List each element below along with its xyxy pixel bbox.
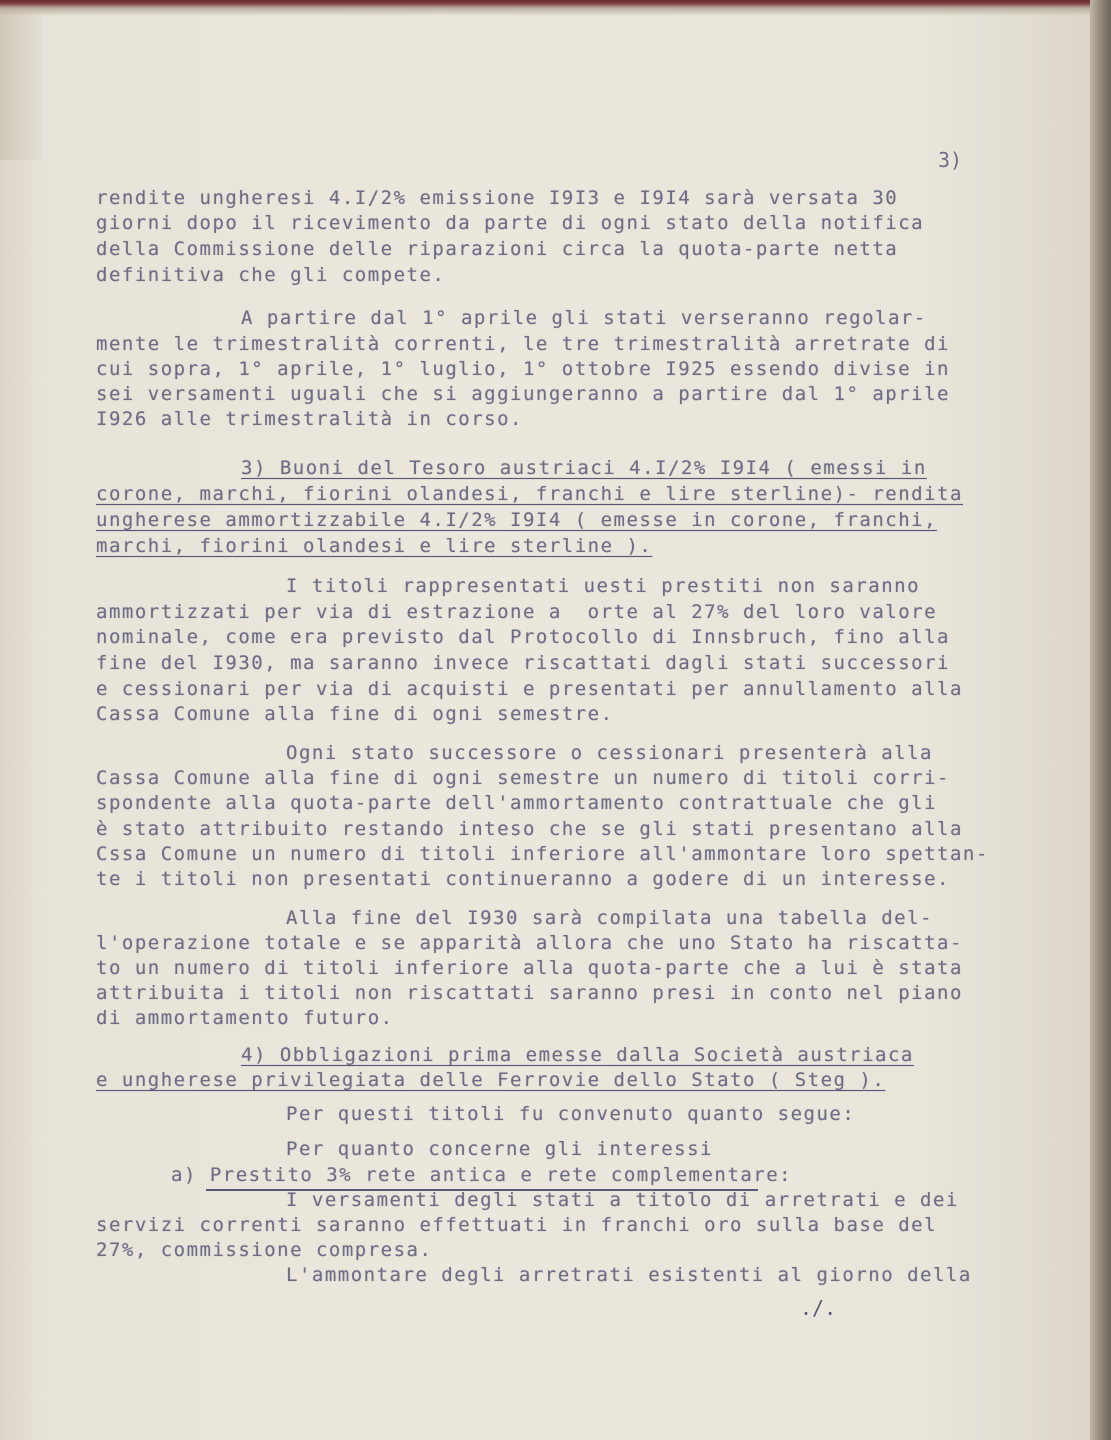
continuation-mark: ./.: [800, 1296, 837, 1320]
section-heading: 3) Buoni del Tesoro austriaci 4.I/2% I9I4 ( emessi in: [241, 457, 927, 479]
text-line: spondente alla quota-parte dell'ammortamento contrattuale che gli: [96, 792, 938, 814]
text-line: L'ammontare degli arretrati esistenti al giorno della: [286, 1264, 972, 1286]
page-top-edge: [0, 0, 1111, 16]
text-line: fine del I930, ma saranno invece riscattati dagli stati successori: [96, 652, 950, 674]
page-number: 3): [938, 148, 963, 172]
text-line: I926 alle trimestralità in corso.: [96, 408, 523, 430]
text-line: rendite ungheresi 4.I/2% emissione I9I3 e I9I4 sarà versata 30: [96, 187, 899, 209]
text-line: Per questi titoli fu convenuto quanto segue:: [286, 1103, 856, 1125]
text-line: Cassa Comune alla fine di ogni semestre.: [96, 703, 614, 725]
text-line: sei versamenti uguali che si aggiungeranno a partire dal 1° aprile: [96, 383, 950, 405]
text-line: e cessionari per via di acquisti e presentati per annullamento alla: [96, 678, 963, 700]
text-line: Cassa Comune alla fine di ogni semestre un numero di titoli corri-: [96, 767, 950, 789]
subsection-heading: a) Prestito 3% rete antica e rete complementare:: [171, 1164, 793, 1186]
text-line: 27%, commissione compresa.: [96, 1239, 433, 1261]
text-line: mente le trimestralità correnti, le tre trimestralità arretrate di: [96, 333, 950, 355]
text-line: A partire dal 1° aprile gli stati verseranno regolar-: [241, 307, 927, 329]
text-line: nominale, come era previsto dal Protocollo di Innsbruch, fino alla: [96, 626, 950, 648]
section-heading: marchi, fiorini olandesi e lire sterline ).: [96, 535, 653, 557]
binding-strip: [0, 0, 42, 160]
text-line: attribuita i titoli non riscattati saranno presi in conto nel piano: [96, 982, 963, 1004]
text-line: Alla fine del I930 sarà compilata una tabella del-: [286, 907, 933, 929]
text-line: l'operazione totale e se apparità allora che uno Stato ha riscatta-: [96, 932, 963, 954]
text-line: Ogni stato successore o cessionari presenterà alla: [286, 742, 933, 764]
page-right-edge: [1090, 0, 1111, 1440]
text-line: della Commissione delle riparazioni circa la quota-parte netta: [96, 238, 899, 260]
text-line: Cssa Comune un numero di titoli inferiore all'ammontare loro spettan-: [96, 843, 989, 865]
section-heading: e ungherese privilegiata delle Ferrovie dello Stato ( Steg ).: [96, 1069, 886, 1091]
text-line: cui sopra, 1° aprile, 1° luglio, 1° ottobre I925 essendo divise in: [96, 358, 950, 380]
section-heading: 4) Obbligazioni prima emesse dalla Società austriaca: [241, 1044, 914, 1066]
text-line: è stato attribuito restando inteso che se gli stati presentano alla: [96, 818, 963, 840]
text-line: di ammortamento futuro.: [96, 1007, 394, 1029]
text-line: I titoli rappresentati uesti prestiti non saranno: [286, 575, 921, 597]
text-line: giorni dopo il ricevimento da parte di ogni stato della notifica: [96, 212, 925, 234]
text-line: ammortizzati per via di estrazione a orte al 27% del loro valore: [96, 601, 938, 623]
text-line: to un numero di titoli inferiore alla quota-parte che a lui è stata: [96, 957, 963, 979]
section-heading: corone, marchi, fiorini olandesi, franchi e lire sterline)- rendita: [96, 483, 963, 505]
text-line: I versamenti degli stati a titolo di arretrati e dei: [286, 1189, 959, 1211]
text-line: Per quanto concerne gli interessi: [286, 1138, 713, 1160]
text-line: te i titoli non presentati continueranno a godere di un interesse.: [96, 868, 950, 890]
text-line: servizi correnti saranno effettuati in franchi oro sulla base del: [96, 1214, 938, 1236]
section-heading: ungherese ammortizzabile 4.I/2% I9I4 ( emesse in corone, franchi,: [96, 509, 938, 531]
text-line: definitiva che gli compete.: [96, 264, 446, 286]
